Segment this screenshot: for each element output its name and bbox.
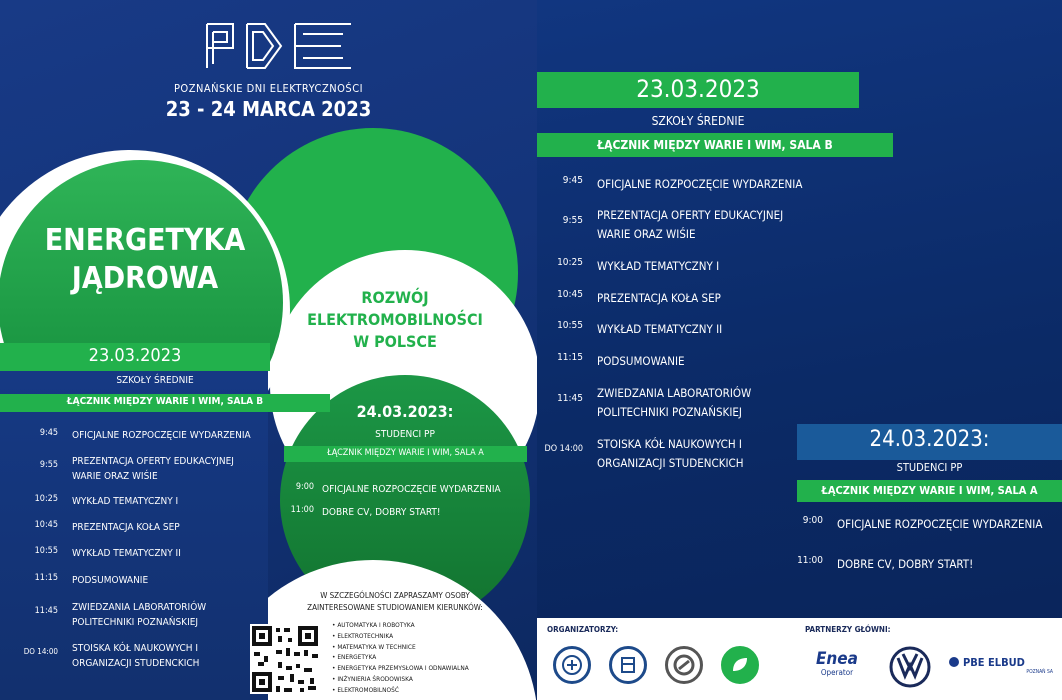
schedule-desc: WYKŁAD TEMATYCZNY I — [597, 259, 720, 273]
schedule-time: 9:45 — [39, 428, 58, 438]
right-poster — [537, 0, 1062, 700]
schedule-item — [10, 520, 180, 535]
schedule-item — [537, 289, 721, 308]
schedule-time: 9:45 — [562, 175, 583, 186]
organizers-label: ORGANIZATORZY: — [547, 625, 619, 634]
schedule-item — [777, 555, 973, 574]
schedule-desc: ZWIEDZANIA LABORATORIÓW — [72, 602, 207, 613]
invite-text — [270, 590, 520, 614]
r-day2-location: ŁĄCZNIK MIĘDZY WARIE I WIM, SALA A — [821, 484, 1038, 497]
course-item: • INŻYNIERIA ŚRODOWISKA — [332, 674, 413, 683]
schedule-desc: PREZENTACJA OFERTY EDUKACYJNEJ — [72, 456, 234, 467]
pde-logo-icon — [203, 20, 355, 72]
schedule-item — [537, 175, 802, 194]
partners-label: PARTNERZY GŁÓWNI: — [805, 625, 891, 634]
day1-audience: SZKOŁY ŚREDNIE — [116, 375, 194, 386]
schedule-time: 11:15 — [34, 573, 58, 583]
partner-enea-logo — [807, 650, 867, 677]
schedule-time: 11:00 — [797, 555, 823, 566]
volkswagen-logo-icon — [889, 646, 931, 688]
schedule-item — [10, 494, 178, 509]
schedule-item — [10, 573, 148, 588]
course-item: • MATEMATYKA W TECHNICE — [332, 642, 416, 651]
partner-elbud-logo — [949, 656, 1059, 675]
organizer-logo-3-icon — [665, 646, 703, 684]
r-day1-date: 23.03.2023 — [636, 75, 760, 103]
partner-elbud-sub: POZNAŃ SA — [1026, 669, 1053, 675]
schedule-item — [537, 384, 751, 422]
schedule-item — [537, 206, 783, 244]
schedule-item — [10, 546, 181, 561]
course-item: • AUTOMATYKA I ROBOTYKA — [332, 621, 415, 629]
schedule-time: 9:55 — [562, 215, 583, 226]
schedule-desc: OFICJALNE ROZPOCZĘCIE WYDARZENIA — [322, 484, 501, 495]
schedule-desc: PREZENTACJA KOŁA SEP — [72, 522, 180, 533]
schedule-item — [537, 320, 722, 339]
schedule-desc: ORGANIZACJI STUDENCKICH — [72, 658, 200, 669]
schedule-time: DO 14:00 — [544, 444, 583, 454]
schedule-time: DO 14:00 — [23, 647, 58, 656]
r-day2-date: 24.03.2023: — [869, 427, 990, 452]
topic-ev-line2: ELEKTROMOBILNOŚCI — [307, 310, 483, 329]
topic-ev-line3: W POLSCE — [353, 332, 437, 351]
schedule-time: 10:25 — [557, 257, 583, 268]
schedule-item — [537, 257, 719, 276]
schedule-desc: ORGANIZACJI STUDENCKICH — [597, 456, 744, 470]
topic-ev-line1: ROZWÓJ — [361, 288, 429, 307]
schedule-time: 9:55 — [39, 460, 58, 470]
qr-code-icon — [250, 624, 320, 694]
schedule-desc: WARIE ORAZ WIŚIE — [597, 227, 696, 241]
course-item: • ELEKTROTECHNIKA — [332, 631, 394, 640]
day1-location: ŁĄCZNIK MIĘDZY WARIE I WIM, SALA B — [66, 396, 264, 407]
schedule-desc: PODSUMOWANIE — [597, 354, 685, 368]
course-item: • ENERGETYKA — [332, 653, 377, 662]
schedule-item — [272, 505, 440, 520]
schedule-desc: PODSUMOWANIE — [72, 575, 149, 586]
schedule-item — [272, 482, 501, 497]
partner-enea-name: Enea — [815, 649, 859, 669]
schedule-desc: WYKŁAD TEMATYCZNY I — [72, 496, 179, 507]
schedule-time: 10:45 — [557, 289, 583, 300]
invite-line2: ZAINTERESOWANE STUDIOWANIEM KIERUNKÓW: — [307, 603, 483, 612]
schedule-item — [777, 515, 1042, 534]
course-item: • ENERGETYKA PRZEMYSŁOWA I ODNAWIALNA — [332, 664, 469, 673]
schedule-time: 10:55 — [557, 320, 583, 331]
elbud-mark-icon — [949, 657, 959, 667]
topic-nuclear-line1: ENERGETYKA — [44, 223, 246, 258]
day2-location: ŁĄCZNIK MIĘDZY WARIE I WIM, SALA A — [327, 448, 484, 458]
invite-line1: W SZCZEGÓLNOŚCI ZAPRASZAMY OSOBY — [320, 591, 470, 600]
schedule-item — [537, 435, 744, 473]
organizer-logo-1-icon — [553, 646, 591, 684]
day1-date: 23.03.2023 — [88, 345, 182, 366]
schedule-time: 11:15 — [557, 352, 583, 363]
schedule-desc: STOISKA KÓŁ NAUKOWYCH I — [597, 437, 742, 451]
schedule-time: 11:45 — [557, 393, 583, 404]
schedule-desc: POLITECHNIKI POZNAŃSKIEJ — [72, 617, 199, 628]
schedule-desc: OFICJALNE ROZPOCZĘCIE WYDARZENIA — [72, 430, 251, 441]
schedule-desc: WARIE ORAZ WIŚIE — [72, 471, 158, 482]
schedule-desc: POLITECHNIKI POZNAŃSKIEJ — [597, 405, 742, 419]
r-day1-audience: SZKOŁY ŚREDNIE — [651, 114, 745, 128]
schedule-time: 11:00 — [290, 505, 314, 515]
schedule-item — [10, 641, 199, 671]
event-subtitle: POZNAŃSKIE DNI ELEKTRYCZNOŚCI — [173, 82, 364, 95]
courses-list — [332, 620, 469, 696]
schedule-desc: DOBRE CV, DOBRY START! — [322, 507, 441, 518]
day2-date: 24.03.2023: — [356, 402, 454, 421]
organizer-logo-2-icon — [609, 646, 647, 684]
schedule-desc: WYKŁAD TEMATYCZNY II — [72, 548, 181, 559]
schedule-desc: DOBRE CV, DOBRY START! — [837, 557, 974, 571]
schedule-time: 9:00 — [295, 482, 314, 492]
topic-ev-title — [290, 287, 500, 353]
schedule-desc: ZWIEDZANIA LABORATORIÓW — [597, 386, 752, 400]
topic-nuclear-line2: JĄDROWA — [71, 261, 219, 296]
schedule-time: 11:45 — [34, 606, 58, 616]
schedule-time: 10:25 — [34, 494, 58, 504]
schedule-desc: STOISKA KÓŁ NAUKOWYCH I — [72, 643, 199, 654]
organizer-logo-4-icon — [721, 646, 759, 684]
schedule-item — [10, 454, 234, 484]
schedule-time: 10:55 — [34, 546, 58, 556]
partner-enea-sub: Operator — [820, 668, 854, 677]
topic-nuclear-title — [20, 222, 270, 298]
schedule-desc: OFICJALNE ROZPOCZĘCIE WYDARZENIA — [837, 517, 1043, 531]
partner-elbud-name: PBE ELBUD — [949, 656, 1059, 669]
schedule-item — [10, 600, 206, 630]
event-dates: 23 - 24 MARCA 2023 — [165, 97, 372, 121]
schedule-desc: PREZENTACJA OFERTY EDUKACYJNEJ — [597, 208, 784, 222]
r-day2-audience: STUDENCI PP — [896, 461, 963, 474]
schedule-desc: OFICJALNE ROZPOCZĘCIE WYDARZENIA — [597, 177, 803, 191]
schedule-time: 10:45 — [34, 520, 58, 530]
schedule-item — [537, 352, 685, 371]
schedule-time: 9:00 — [802, 515, 823, 526]
schedule-desc: PREZENTACJA KOŁA SEP — [597, 291, 721, 305]
schedule-item — [10, 428, 251, 443]
day2-audience: STUDENCI PP — [375, 429, 435, 440]
schedule-desc: WYKŁAD TEMATYCZNY II — [597, 322, 723, 336]
r-day1-location: ŁĄCZNIK MIĘDZY WARIE I WIM, SALA B — [597, 138, 833, 152]
course-item: • ELEKTROMOBILNOŚĆ — [332, 685, 399, 694]
